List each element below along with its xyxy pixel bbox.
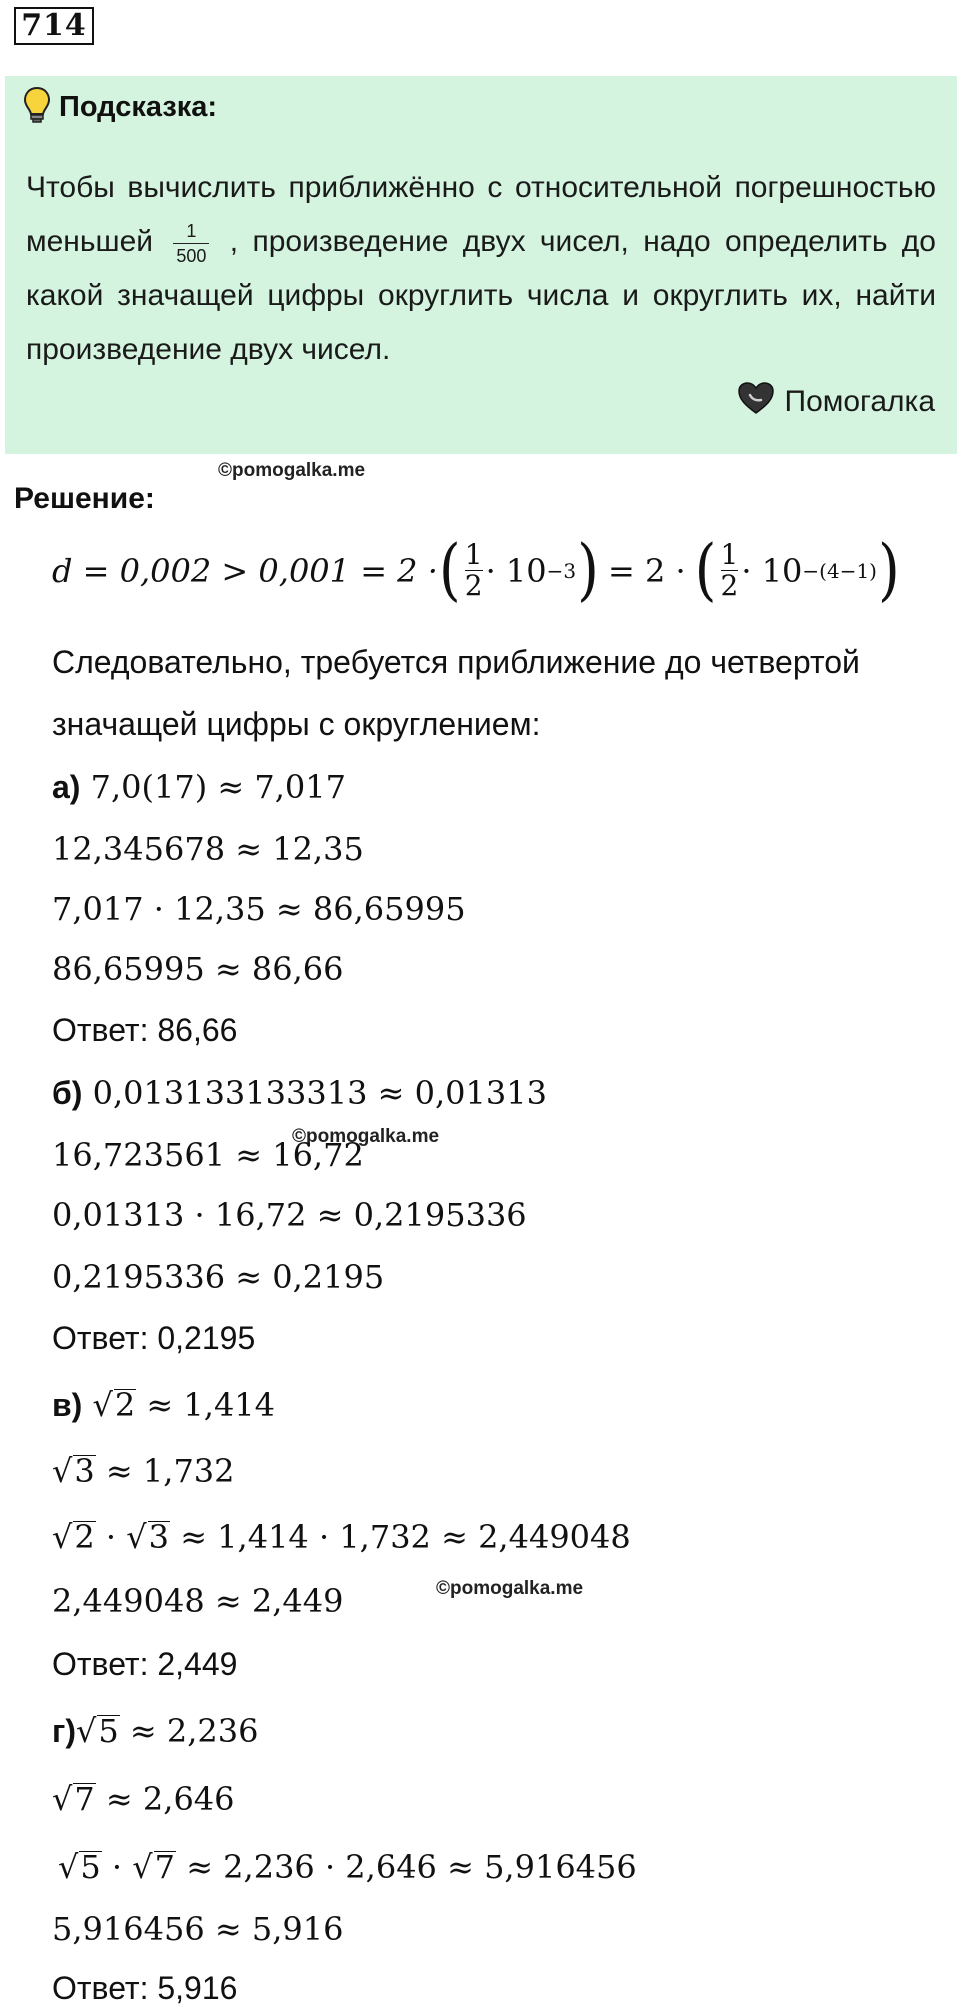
lightbulb-icon <box>23 86 51 129</box>
power2-base: · 10 <box>741 551 803 590</box>
hint-title: Подсказка: <box>59 90 218 123</box>
part-g-line-3: √5 · √7 ≈ 2,236 · 2,646 ≈ 5,916456 <box>58 1848 637 1886</box>
part-g-line-1: г)√5 ≈ 2,236 <box>52 1712 259 1750</box>
close-paren-2: ) <box>877 530 900 609</box>
part-v-line-4: 2,449048 ≈ 2,449 <box>52 1582 344 1620</box>
part-v-text-2: ≈ 1,732 <box>105 1452 235 1490</box>
part-g-label: г) <box>52 1713 76 1749</box>
radicand: 7 <box>74 1780 95 1818</box>
part-v-text-3: ≈ 1,414 · 1,732 ≈ 2,449048 <box>180 1518 631 1556</box>
part-g-line-4: 5,916456 ≈ 5,916 <box>52 1910 344 1948</box>
fraction-denominator: 500 <box>173 243 209 266</box>
brand-link[interactable] <box>737 381 936 423</box>
hint-box <box>5 76 957 454</box>
part-g-answer: Ответ: 5,916 <box>52 1970 238 2006</box>
part-v-line-2: √3 ≈ 1,732 <box>52 1452 235 1490</box>
radicand: 2 <box>114 1386 136 1424</box>
part-v-line-3: √2 · √3 ≈ 1,414 · 1,732 ≈ 2,449048 <box>52 1518 631 1556</box>
heart-icon <box>737 381 775 423</box>
part-v-label: в) <box>52 1387 83 1423</box>
part-b-line-3: 0,01313 · 16,72 ≈ 0,2195336 <box>52 1196 527 1234</box>
part-g-line-2: √7 ≈ 2,646 <box>52 1780 235 1818</box>
part-g-text-2: ≈ 2,646 <box>105 1780 235 1818</box>
half-den-2: 2 <box>720 569 739 602</box>
part-g-text-3: ≈ 2,236 · 2,646 ≈ 5,916456 <box>186 1848 637 1886</box>
part-a-text-1: 7,0(17) ≈ 7,017 <box>90 768 346 806</box>
power1-base: · 10 <box>485 551 547 590</box>
half-num-2: 1 <box>720 538 739 571</box>
power2-exponent: −(4−1) <box>802 558 877 583</box>
solution-title: Решение: <box>14 482 155 515</box>
brand-name: Помогалка <box>784 385 935 418</box>
part-a-line-2: 12,345678 ≈ 12,35 <box>52 830 364 868</box>
part-b-text-1: 0,013133133313 ≈ 0,01313 <box>92 1074 547 1112</box>
radicand: 5 <box>80 1848 101 1886</box>
dot: · <box>111 1848 123 1886</box>
radicand: 2 <box>74 1518 95 1556</box>
formula-lhs: d = 0,002 > 0,001 = 2 · <box>52 551 438 590</box>
part-b-label: б) <box>52 1075 83 1111</box>
hint-text <box>26 161 936 377</box>
radicand: 7 <box>154 1848 176 1886</box>
part-v-line-1: в) √2 ≈ 1,414 <box>52 1386 276 1424</box>
open-paren-2: ( <box>694 530 717 609</box>
hint-text-before: Чтобы вычислить приближённо с относительной погрешностью меньшей <box>26 171 936 258</box>
part-a-label: а) <box>52 769 81 805</box>
part-g-text-1: ≈ 2,236 <box>129 1712 259 1750</box>
part-b-line-2: 16,723561 ≈ 16,72 <box>52 1136 364 1174</box>
power1-exponent: −3 <box>546 558 577 583</box>
problem-number: 714 <box>14 7 94 45</box>
radicand: 5 <box>98 1712 119 1750</box>
formula-mid: = 2 · <box>607 551 686 590</box>
part-b-answer: Ответ: 0,2195 <box>52 1320 256 1356</box>
part-a-line-4: 86,65995 ≈ 86,66 <box>52 950 344 988</box>
part-b-line-4: 0,2195336 ≈ 0,2195 <box>52 1258 385 1296</box>
half-fraction <box>465 540 483 601</box>
half-fraction-2 <box>721 540 739 601</box>
hint-text-after: , произведение двух чисел, надо определить до какой значащей цифры округлить числа и округлить их, найти произведение двух чисел. <box>26 225 936 366</box>
conclusion-line-1: Следовательно, требуется приближение до четвертой <box>52 644 860 680</box>
hint-fraction <box>173 221 209 266</box>
part-a-line-3: 7,017 · 12,35 ≈ 86,65995 <box>52 890 466 928</box>
part-v-text-1: ≈ 1,414 <box>146 1386 276 1424</box>
part-v-answer: Ответ: 2,449 <box>52 1646 238 1682</box>
part-a-line-1 <box>52 768 346 806</box>
watermark-3: ©pomogalka.me <box>436 1578 584 1599</box>
open-paren: ( <box>438 530 461 609</box>
part-a-answer: Ответ: 86,66 <box>52 1012 238 1048</box>
radicand: 3 <box>148 1518 170 1556</box>
radicand: 3 <box>74 1452 95 1490</box>
fraction-numerator: 1 <box>186 220 197 241</box>
main-formula <box>52 530 901 609</box>
watermark-2: ©pomogalka.me <box>292 1126 440 1147</box>
hint-header <box>23 86 217 128</box>
watermark: ©pomogalka.me <box>218 460 366 481</box>
part-b-line-1 <box>52 1074 547 1112</box>
half-den: 2 <box>464 569 483 602</box>
half-num: 1 <box>464 538 483 571</box>
close-paren: ) <box>577 530 599 609</box>
dot: · <box>105 1518 117 1556</box>
conclusion-line-2: значащей цифры с округлением: <box>52 706 541 742</box>
